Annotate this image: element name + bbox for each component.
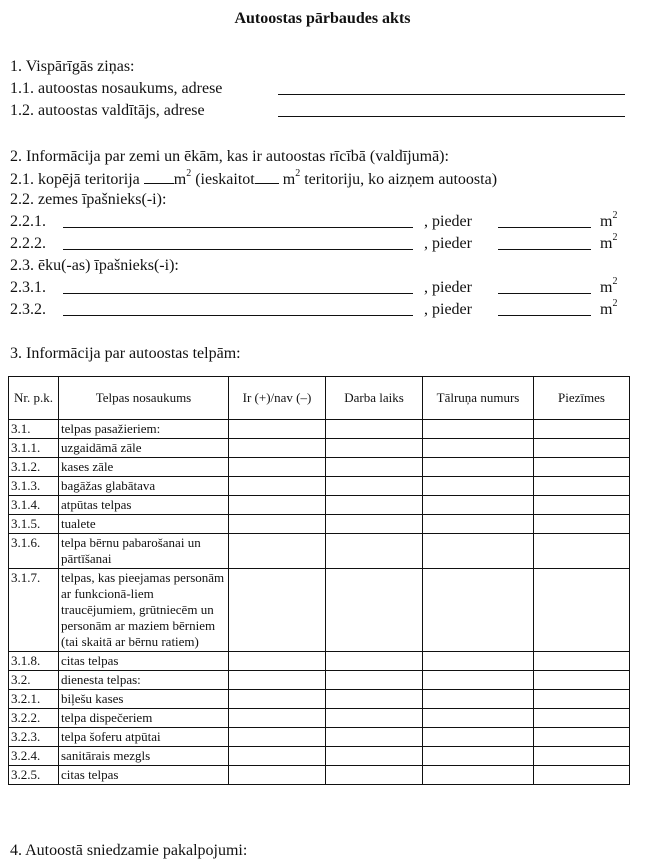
working-hours-cell[interactable]: [326, 747, 423, 766]
col-header-available: Ir (+)/nav (–): [229, 377, 326, 420]
row-room-name: citas telpas: [59, 652, 229, 671]
col-header-working-hours: Darba laiks: [326, 377, 423, 420]
col-header-notes: Piezīmes: [534, 377, 630, 420]
row-number: 3.1.3.: [9, 477, 59, 496]
row-room-name: bagāžas glabātava: [59, 477, 229, 496]
table-header-row: [9, 377, 630, 420]
row-room-name: telpa bērnu pabarošanai un pārtīšanai: [59, 534, 229, 569]
available-cell[interactable]: [229, 709, 326, 728]
row-number: 3.2.3.: [9, 728, 59, 747]
row-number: 3.2.2.: [9, 709, 59, 728]
notes-cell[interactable]: [534, 709, 630, 728]
phone-cell[interactable]: [423, 496, 534, 515]
working-hours-cell[interactable]: [326, 515, 423, 534]
table-row: [9, 690, 630, 709]
available-cell[interactable]: [229, 766, 326, 785]
available-cell[interactable]: [229, 652, 326, 671]
table-row: [9, 766, 630, 785]
unit-sup: 2: [612, 275, 618, 287]
row-number: 3.1.6.: [9, 534, 59, 569]
row-number: 3.1.1.: [9, 439, 59, 458]
notes-cell[interactable]: [534, 690, 630, 709]
field-label: , pieder: [424, 301, 472, 318]
col-header-number: Nr. p.k.: [9, 377, 59, 420]
field-total-territory: [10, 169, 497, 189]
fill-line[interactable]: [498, 235, 591, 250]
row-number: 3.1.7.: [9, 569, 59, 652]
fill-line[interactable]: [278, 80, 625, 95]
fill-line[interactable]: [498, 301, 591, 316]
table-row: [9, 515, 630, 534]
notes-cell[interactable]: [534, 515, 630, 534]
row-room-name: citas telpas: [59, 766, 229, 785]
unit-sup: 2: [612, 209, 618, 221]
row-room-name: tualete: [59, 515, 229, 534]
unit-sup: 2: [295, 167, 301, 179]
table-row: [9, 458, 630, 477]
phone-cell[interactable]: [423, 747, 534, 766]
unit: m: [600, 279, 613, 296]
working-hours-cell[interactable]: [326, 458, 423, 477]
table-row: [9, 477, 630, 496]
field-label: (ieskaitot: [191, 171, 255, 188]
available-cell[interactable]: [229, 420, 326, 439]
unit: m: [173, 171, 187, 188]
table-row: [9, 671, 630, 690]
unit: m: [600, 213, 613, 230]
phone-cell[interactable]: [423, 766, 534, 785]
rooms-table: [8, 376, 630, 785]
unit-sup: 2: [612, 297, 618, 309]
fill-line[interactable]: [498, 213, 591, 228]
row-room-name: telpas, kas pieejamas personām ar funkcionā-liem traucējumiem, grūtniecēm un personām ar maziem bērniem (tai skaitā ar bērnu ratiem): [59, 569, 229, 652]
notes-cell[interactable]: [534, 439, 630, 458]
field-label: , pieder: [424, 235, 472, 252]
col-header-phone: Tālruņa numurs: [423, 377, 534, 420]
row-number: 3.1.4.: [9, 496, 59, 515]
section-4-heading: 4. Autoostā sniedzamie pakalpojumi:: [10, 842, 248, 859]
table-row: [9, 496, 630, 515]
row-number: 3.2.4.: [9, 747, 59, 766]
phone-cell[interactable]: [423, 569, 534, 652]
notes-cell[interactable]: [534, 652, 630, 671]
building-owner-row: [10, 275, 618, 297]
unit-sup: 2: [186, 167, 192, 179]
row-room-name: telpa dispečeriem: [59, 709, 229, 728]
building-owner-row: [10, 297, 618, 319]
working-hours-cell[interactable]: [326, 671, 423, 690]
table-row: [9, 709, 630, 728]
phone-cell[interactable]: [423, 534, 534, 569]
col-header-room-name: Telpas nosaukums: [59, 377, 229, 420]
available-cell[interactable]: [229, 477, 326, 496]
working-hours-cell[interactable]: [326, 690, 423, 709]
section-1-heading: 1. Vispārīgās ziņas:: [10, 58, 135, 75]
section-3-heading: 3. Informācija par autoostas telpām:: [10, 345, 241, 362]
unit: m: [278, 171, 296, 188]
notes-cell[interactable]: [534, 458, 630, 477]
table-row: [9, 747, 630, 766]
land-owners-heading: 2.2. zemes īpašnieks(-i):: [10, 191, 167, 208]
section-2-heading: 2. Informācija par zemi un ēkām, kas ir autoostas rīcībā (valdījumā):: [10, 148, 449, 165]
row-number: 3.2.1.: [9, 690, 59, 709]
row-room-name: atpūtas telpas: [59, 496, 229, 515]
fill-line[interactable]: [63, 301, 413, 316]
row-room-name: dienesta telpas:: [59, 671, 229, 690]
row-room-name: sanitārais mezgls: [59, 747, 229, 766]
document-title: Autoostas pārbaudes akts: [234, 10, 411, 27]
fill-line[interactable]: [255, 169, 279, 184]
row-number: 3.2.: [9, 671, 59, 690]
notes-cell[interactable]: [534, 477, 630, 496]
table-row: [9, 534, 630, 569]
unit: m: [600, 235, 613, 252]
available-cell[interactable]: [229, 690, 326, 709]
row-number: 3.1.5.: [9, 515, 59, 534]
notes-cell[interactable]: [534, 569, 630, 652]
table-row: [9, 439, 630, 458]
land-owner-row: [10, 231, 618, 253]
working-hours-cell[interactable]: [326, 420, 423, 439]
field-label: 2.3.2.: [10, 301, 46, 318]
notes-cell[interactable]: [534, 747, 630, 766]
phone-cell[interactable]: [423, 420, 534, 439]
fill-line[interactable]: [498, 279, 591, 294]
notes-cell[interactable]: [534, 496, 630, 515]
row-room-name: telpa šoferu atpūtai: [59, 728, 229, 747]
row-number: 3.1.: [9, 420, 59, 439]
unit: m: [600, 301, 613, 318]
table-row: [9, 652, 630, 671]
fill-line[interactable]: [144, 169, 174, 184]
notes-cell[interactable]: [534, 766, 630, 785]
working-hours-cell[interactable]: [326, 766, 423, 785]
table-row: [9, 569, 630, 652]
row-number: 3.2.5.: [9, 766, 59, 785]
fill-line[interactable]: [278, 102, 625, 117]
phone-cell[interactable]: [423, 477, 534, 496]
field-label: 2.1. kopējā teritorija: [10, 171, 140, 188]
land-owner-row: [10, 209, 618, 231]
available-cell[interactable]: [229, 439, 326, 458]
notes-cell[interactable]: [534, 420, 630, 439]
row-room-name: kases zāle: [59, 458, 229, 477]
phone-cell[interactable]: [423, 690, 534, 709]
field-label: 2.3.1.: [10, 279, 46, 296]
table-row: [9, 728, 630, 747]
unit-sup: 2: [612, 231, 618, 243]
available-cell[interactable]: [229, 747, 326, 766]
working-hours-cell[interactable]: [326, 728, 423, 747]
phone-cell[interactable]: [423, 458, 534, 477]
notes-cell[interactable]: [534, 534, 630, 569]
working-hours-cell[interactable]: [326, 569, 423, 652]
working-hours-cell[interactable]: [326, 496, 423, 515]
row-room-name: biļešu kases: [59, 690, 229, 709]
row-room-name: telpas pasažieriem:: [59, 420, 229, 439]
working-hours-cell[interactable]: [326, 439, 423, 458]
row-number: 3.1.8.: [9, 652, 59, 671]
working-hours-cell[interactable]: [326, 477, 423, 496]
available-cell[interactable]: [229, 496, 326, 515]
building-owners-heading: 2.3. ēku(-as) īpašnieks(-i):: [10, 257, 179, 274]
phone-cell[interactable]: [423, 709, 534, 728]
working-hours-cell[interactable]: [326, 652, 423, 671]
available-cell[interactable]: [229, 458, 326, 477]
phone-cell[interactable]: [423, 671, 534, 690]
available-cell[interactable]: [229, 728, 326, 747]
field-label: teritoriju, ko aizņem autoosta): [300, 171, 498, 188]
phone-cell[interactable]: [423, 439, 534, 458]
fill-line[interactable]: [63, 213, 413, 228]
available-cell[interactable]: [229, 515, 326, 534]
table-row: [9, 420, 630, 439]
field-bus-station-name: [10, 80, 222, 98]
available-cell[interactable]: [229, 534, 326, 569]
phone-cell[interactable]: [423, 652, 534, 671]
notes-cell[interactable]: [534, 671, 630, 690]
field-label: 2.2.1.: [10, 213, 46, 230]
row-room-name: uzgaidāmā zāle: [59, 439, 229, 458]
available-cell[interactable]: [229, 671, 326, 690]
phone-cell[interactable]: [423, 515, 534, 534]
field-label: , pieder: [424, 279, 472, 296]
field-label: 1.2. autoostas valdītājs, adrese: [10, 102, 205, 119]
field-label: 1.1. autoostas nosaukums, adrese: [10, 80, 223, 97]
field-bus-station-owner: [10, 102, 205, 120]
notes-cell[interactable]: [534, 728, 630, 747]
working-hours-cell[interactable]: [326, 534, 423, 569]
fill-line[interactable]: [63, 279, 413, 294]
working-hours-cell[interactable]: [326, 709, 423, 728]
field-label: , pieder: [424, 213, 472, 230]
available-cell[interactable]: [229, 569, 326, 652]
row-number: 3.1.2.: [9, 458, 59, 477]
phone-cell[interactable]: [423, 728, 534, 747]
field-label: 2.2.2.: [10, 235, 46, 252]
fill-line[interactable]: [63, 235, 413, 250]
